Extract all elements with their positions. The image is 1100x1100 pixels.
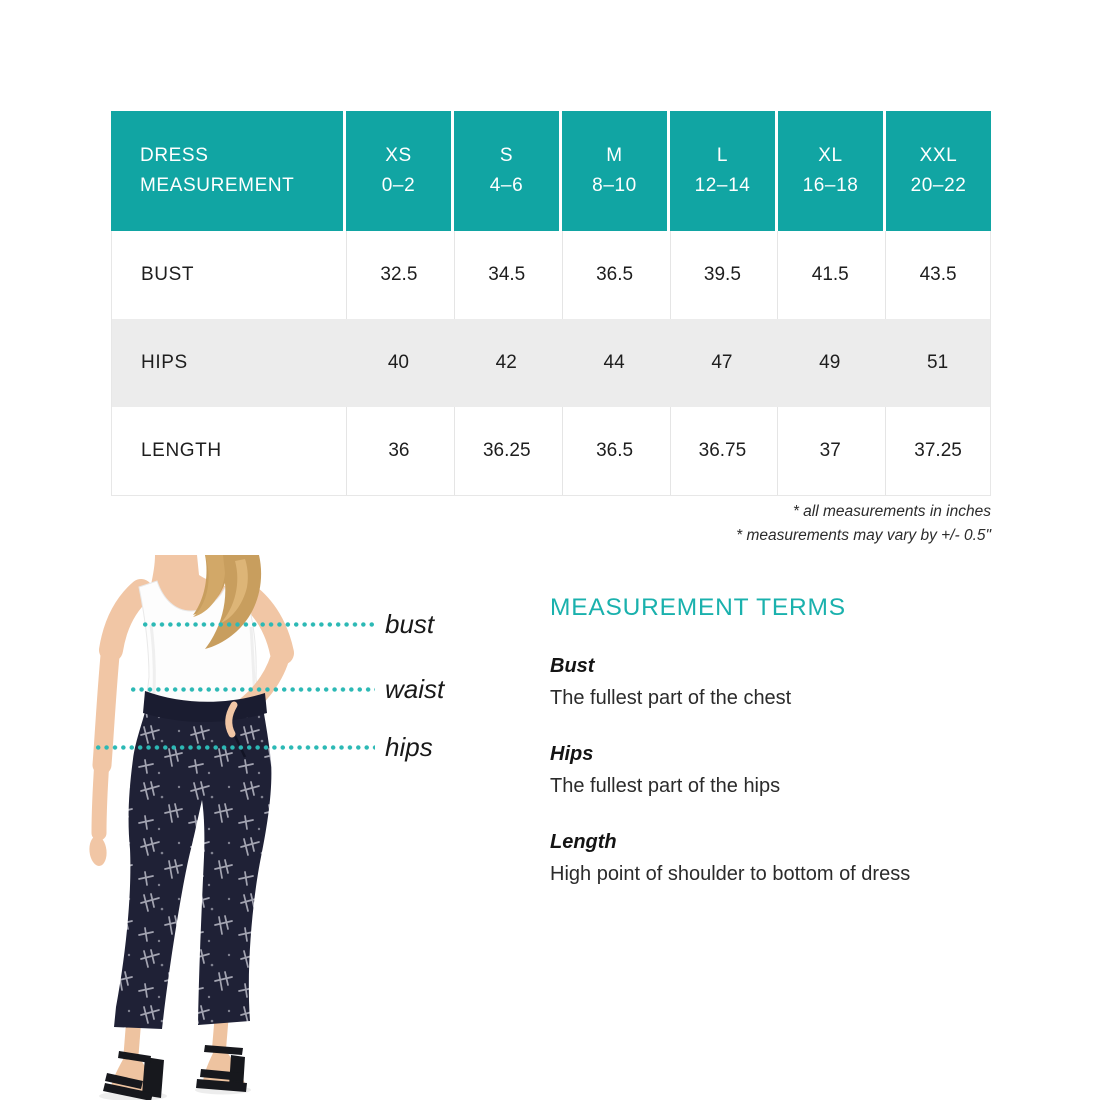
waist-dotted-line <box>129 687 375 692</box>
table-row-length <box>112 407 990 495</box>
term-name: Bust <box>550 655 595 677</box>
size-table-header <box>111 111 991 231</box>
table-title-cell <box>111 111 343 231</box>
bust-line-label: bust <box>385 609 435 639</box>
bust-dotted-line <box>141 622 375 627</box>
term-definition: The fullest part of the hips <box>550 775 781 797</box>
hips-l: 47 <box>711 352 733 373</box>
length-xs: 36 <box>346 407 451 495</box>
table-footnotes <box>111 500 991 548</box>
length-s: 36.25 <box>454 407 559 495</box>
term-definition: The fullest part of the chest <box>550 687 792 709</box>
size-range: 4–6 <box>489 175 524 196</box>
size-label: M <box>606 145 623 166</box>
size-range: 20–22 <box>910 175 967 196</box>
hips-s: 42 <box>495 352 517 373</box>
row-label: BUST <box>141 264 195 285</box>
column-header-xl <box>778 111 883 231</box>
table-row-hips <box>112 319 990 407</box>
table-row-bust <box>112 231 990 319</box>
term-definition: High point of shoulder to bottom of dress <box>550 863 911 885</box>
size-range: 16–18 <box>802 175 859 196</box>
term-length <box>550 831 1030 886</box>
hips-line-label: hips <box>385 732 433 762</box>
column-header-xxl <box>886 111 991 231</box>
waist-line-label: waist <box>385 674 445 704</box>
hips-xs: 40 <box>387 352 409 373</box>
table-title-line2: MEASUREMENT <box>140 175 295 196</box>
terms-heading: MEASUREMENT TERMS <box>550 594 846 621</box>
size-label: S <box>499 145 514 166</box>
size-range: 8–10 <box>592 175 637 196</box>
size-table-body <box>111 231 991 496</box>
footnote-inches: * all measurements in inches <box>792 503 991 520</box>
size-label: XS <box>385 145 412 166</box>
row-label: LENGTH <box>141 440 222 461</box>
size-range: 12–14 <box>694 175 751 196</box>
bust-s: 34.5 <box>454 231 559 319</box>
table-title-line1: DRESS <box>140 145 209 166</box>
column-header-s <box>454 111 559 231</box>
size-range: 0–2 <box>381 175 416 196</box>
bust-m: 36.5 <box>562 231 667 319</box>
length-xxl: 37.25 <box>885 407 990 495</box>
hips-dotted-line <box>94 745 375 750</box>
bust-xxl: 43.5 <box>885 231 990 319</box>
size-label: XL <box>818 145 843 166</box>
bust-xl: 41.5 <box>777 231 882 319</box>
hips-m: 44 <box>603 352 625 373</box>
length-xl: 37 <box>777 407 882 495</box>
column-header-l <box>670 111 775 231</box>
term-name: Length <box>550 831 617 853</box>
size-label: L <box>716 145 729 166</box>
term-hips <box>550 743 1030 798</box>
bust-l: 39.5 <box>670 231 775 319</box>
length-m: 36.5 <box>562 407 667 495</box>
hips-xl: 49 <box>819 352 841 373</box>
hips-xxl: 51 <box>927 352 949 373</box>
size-label: XXL <box>919 145 958 166</box>
column-header-m <box>562 111 667 231</box>
bust-xs: 32.5 <box>346 231 451 319</box>
term-bust <box>550 655 1030 710</box>
length-l: 36.75 <box>670 407 775 495</box>
row-label: HIPS <box>141 352 188 373</box>
footnote-variance: * measurements may vary by +/- 0.5" <box>736 527 991 544</box>
column-header-xs <box>346 111 451 231</box>
measurement-terms-section <box>550 594 1030 886</box>
term-name: Hips <box>550 743 594 765</box>
size-table <box>111 111 991 496</box>
